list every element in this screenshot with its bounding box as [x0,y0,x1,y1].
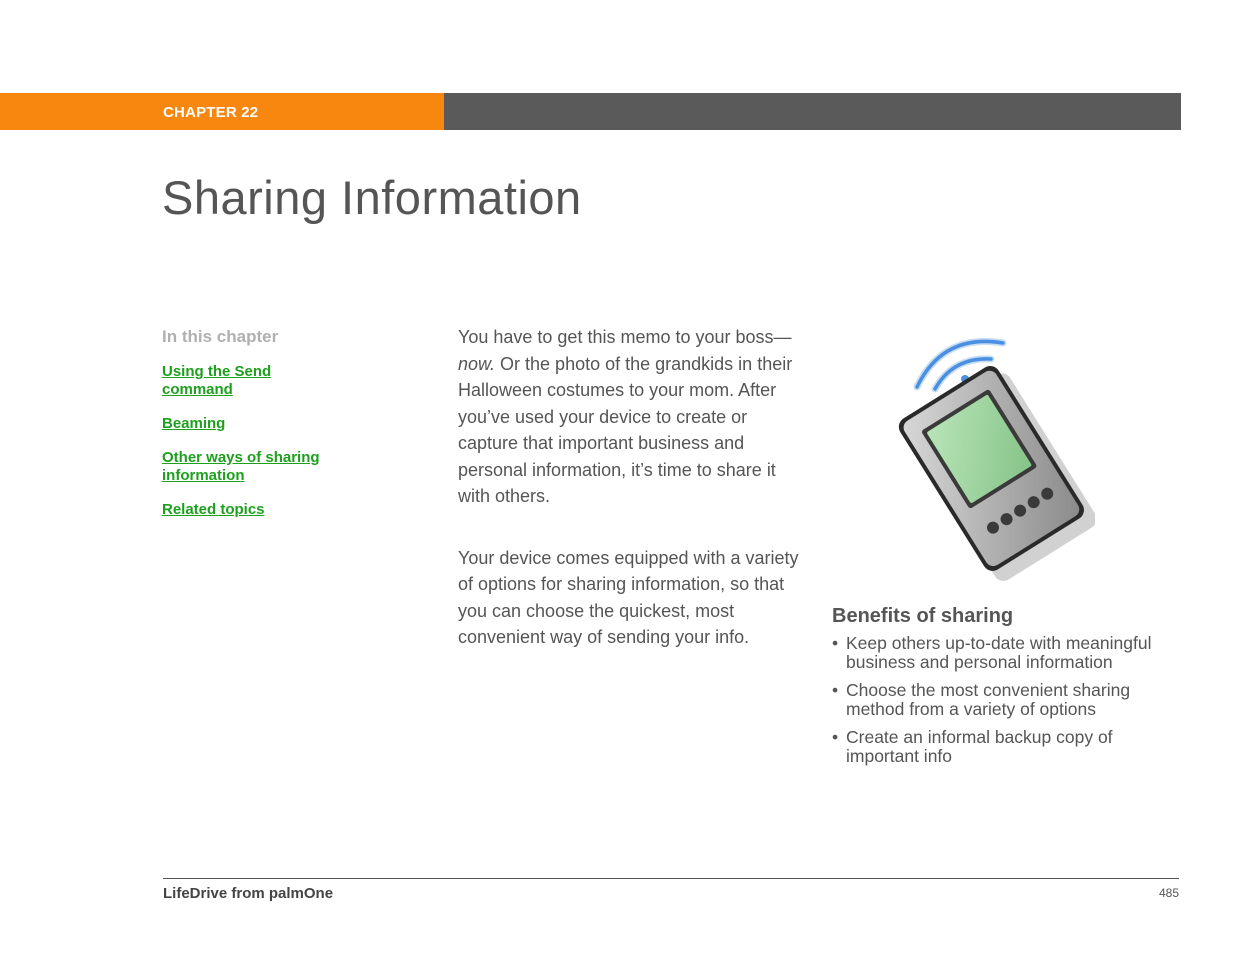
toc-heading: In this chapter [162,327,279,346]
intro-p1-emphasis: now. [458,353,496,374]
device-icon-graphic [895,325,1095,585]
bullet-icon: • [832,727,839,747]
intro-p1-end: Or the photo of the grandkids in their Halloween costumes to your mom. After you’ve used your device to create or capture that important business and personal information, it’s time to share it with others. [458,353,793,506]
benefit-text: Choose the most convenient sharing method from a variety of options [846,680,1131,719]
benefit-text: Keep others up-to-date with meaningful business and personal information [846,633,1152,672]
handheld-device-wireless-icon [895,325,1095,585]
toc-link-send-command[interactable]: Using the Send command [162,363,272,398]
toc-link-beaming[interactable]: Beaming [162,415,226,432]
benefits-list [832,634,1182,766]
bullet-icon: • [832,633,839,653]
toc-link-other-ways[interactable]: Other ways of sharing information [162,449,320,484]
page-number: 485 [1158,886,1179,900]
toc-link-related-topics[interactable]: Related topics [162,501,265,518]
page-title: Sharing Information [162,171,582,224]
benefit-text: Create an informal backup copy of important info [846,727,1113,766]
chapter-bar [444,93,1181,130]
chapter-toc [162,327,402,535]
benefits-heading: Benefits of sharing [832,605,1014,627]
intro-p1-start: You have to get this memo to your boss— [458,327,792,347]
list-item [832,728,1182,766]
footer-divider [163,878,1179,879]
intro-text [458,324,803,686]
benefits-panel [832,605,1182,775]
intro-paragraph-1 [458,324,803,510]
chapter-label: CHAPTER 22 [163,104,259,121]
bullet-icon: • [832,680,839,700]
footer-product-name: LifeDrive from palmOne [163,885,334,902]
list-item [832,681,1182,719]
list-item [832,634,1182,672]
intro-paragraph-2: Your device comes equipped with a variety of options for sharing information, so that you can choose the quickest, most convenient way of sending your info. [458,547,799,647]
